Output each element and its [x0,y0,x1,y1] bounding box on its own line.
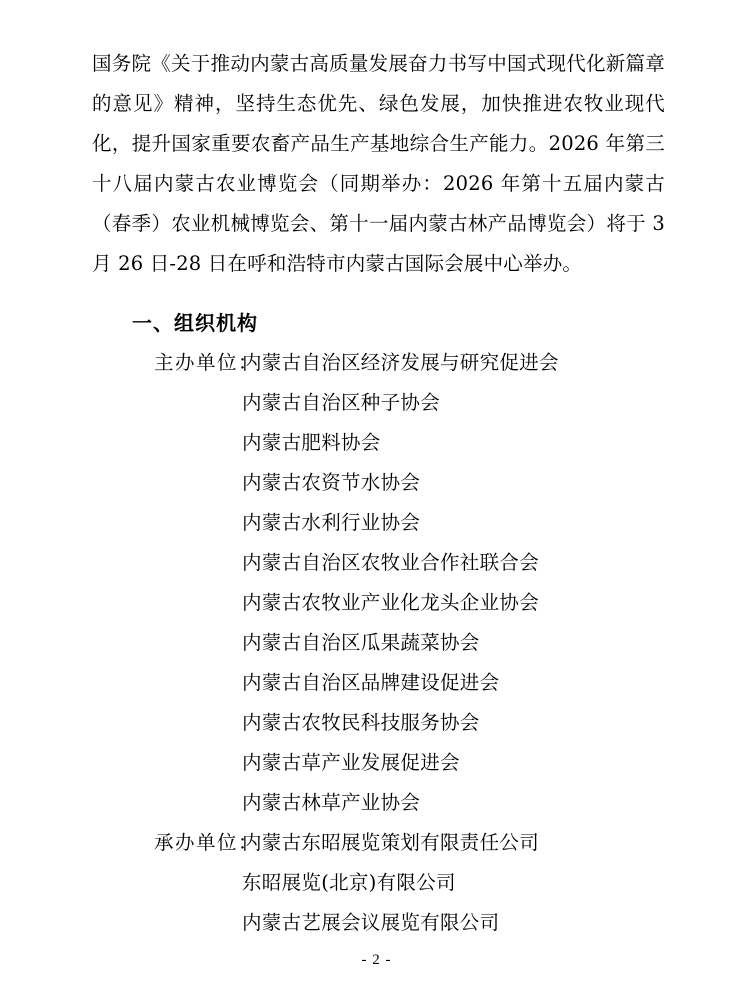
organizer-row [92,743,665,783]
organizer-row [92,823,665,863]
organizer-row [92,503,665,543]
host-unit: 内蒙古水利行业协会 [242,511,421,534]
organizer-row [92,703,665,743]
organizer-row [92,663,665,703]
organizer-row [92,543,665,583]
host-unit: 内蒙古林草产业协会 [242,791,421,814]
host-label: 主办单位： [154,351,260,374]
organizer-row [92,783,665,823]
organizer-row [92,343,665,383]
organizer-row [92,623,665,663]
host-unit: 内蒙古自治区经济发展与研究促进会 [242,351,559,374]
host-unit: 内蒙古草产业发展促进会 [242,751,460,774]
host-unit: 内蒙古自治区农牧业合作社联合会 [242,551,540,574]
organizer-row [92,463,665,503]
host-unit: 内蒙古自治区品牌建设促进会 [242,671,500,694]
intro-paragraph: 国务院《关于推动内蒙古高质量发展奋力书写中国式现代化新篇章的意见》精神，坚持生态优先、绿色发展，加快推进农牧业现代化，提升国家重要农畜产品生产基地综合生产能力。2026 年第三十八届内蒙古农业博览会（同期举办：2026 年第十五届内蒙古（春季）农业机械博览会、第十一届内蒙古林产品博览会）将于 3 月 26 日-28 日在呼和浩特市内蒙古国际会展中心举办。 [92,51,665,275]
undertaker-unit: 内蒙古艺展会议展览有限公司 [242,911,500,934]
organizer-row [92,903,665,943]
host-unit: 内蒙古肥料协会 [242,431,381,454]
host-unit: 内蒙古自治区瓜果蔬菜协会 [242,631,480,654]
organizer-row [92,423,665,463]
page-number: - 2 - [361,952,392,968]
host-unit: 内蒙古自治区种子协会 [242,391,441,414]
undertaker-label: 承办单位： [154,831,260,854]
host-unit: 内蒙古农牧民科技服务协会 [242,711,480,734]
organizer-list [92,343,665,943]
undertaker-unit: 内蒙古东昭展览策划有限责任公司 [242,831,540,854]
organizer-row [92,863,665,903]
undertaker-unit: 东昭展览(北京)有限公司 [242,871,456,894]
section-heading-organization: 一、组织机构 [132,311,258,335]
host-unit: 内蒙古农牧业产业化龙头企业协会 [242,591,540,614]
host-unit: 内蒙古农资节水协会 [242,471,421,494]
organizer-row [92,383,665,423]
organizer-row [92,583,665,623]
